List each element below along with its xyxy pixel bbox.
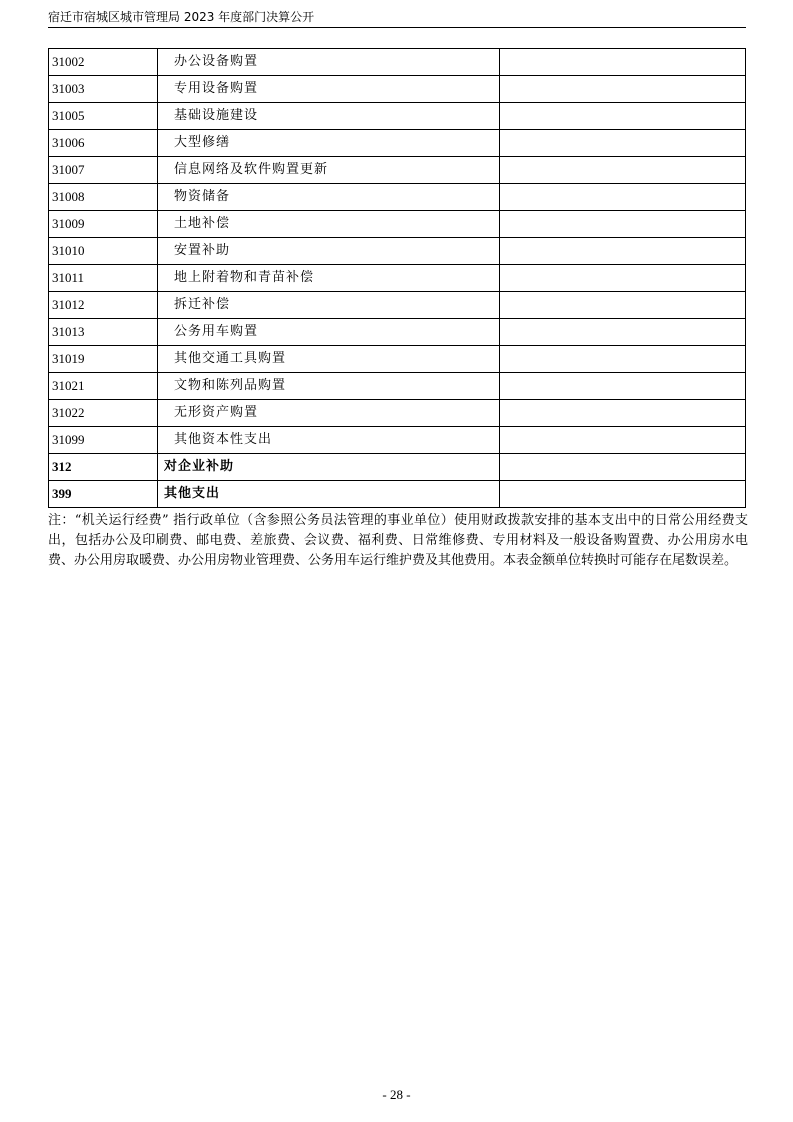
name-cell: 办公设备购置 [158, 49, 500, 76]
name-cell: 拆迁补偿 [158, 292, 500, 319]
code-cell: 399 [49, 481, 158, 508]
name-cell: 专用设备购置 [158, 76, 500, 103]
amount-cell [500, 103, 746, 130]
table-note: 注：“机关运行经费” 指行政单位（含参照公务员法管理的事业单位）使用财政拨款安排的基本支出中的日常公用经费支出，包括办公及印刷费、邮电费、差旅费、会议费、福利费、日常维修费、专用材料及一般设备购置费、办公用房水电费、办公用房取暖费、办公用房物业管理费、公务用车运行维护费及其他费用。本表金额单位转换时可能存在尾数误差。 [48, 513, 748, 568]
code-cell: 31005 [49, 103, 158, 130]
table-row [49, 211, 746, 238]
name-cell: 土地补偿 [158, 211, 500, 238]
code-cell: 31019 [49, 346, 158, 373]
name-cell: 其他资本性支出 [158, 427, 500, 454]
expenditure-table [48, 48, 746, 508]
table-row [49, 427, 746, 454]
table-row [49, 157, 746, 184]
amount-cell [500, 373, 746, 400]
amount-cell [500, 184, 746, 211]
table-row [49, 49, 746, 76]
code-cell: 31021 [49, 373, 158, 400]
name-cell: 其他交通工具购置 [158, 346, 500, 373]
amount-cell [500, 49, 746, 76]
name-cell: 信息网络及软件购置更新 [158, 157, 500, 184]
name-cell: 大型修缮 [158, 130, 500, 157]
amount-cell [500, 76, 746, 103]
table-body [49, 49, 746, 508]
amount-cell [500, 346, 746, 373]
page-header: 宿迁市宿城区城市管理局 2023 年度部门决算公开 [48, 9, 746, 28]
table-row [49, 400, 746, 427]
amount-cell [500, 292, 746, 319]
page-number: - 28 - [382, 1087, 411, 1102]
code-cell: 312 [49, 454, 158, 481]
name-cell: 安置补助 [158, 238, 500, 265]
amount-cell [500, 265, 746, 292]
code-cell: 31002 [49, 49, 158, 76]
code-cell: 31013 [49, 319, 158, 346]
table-row [49, 481, 746, 508]
code-cell: 31006 [49, 130, 158, 157]
code-cell: 31009 [49, 211, 158, 238]
name-cell: 其他支出 [158, 481, 500, 508]
table-row [49, 346, 746, 373]
code-cell: 31022 [49, 400, 158, 427]
name-cell: 地上附着物和青苗补偿 [158, 265, 500, 292]
code-cell: 31011 [49, 265, 158, 292]
code-cell: 31008 [49, 184, 158, 211]
code-cell: 31010 [49, 238, 158, 265]
amount-cell [500, 454, 746, 481]
table-row [49, 130, 746, 157]
amount-cell [500, 481, 746, 508]
table-row [49, 103, 746, 130]
table-row [49, 292, 746, 319]
amount-cell [500, 400, 746, 427]
amount-cell [500, 319, 746, 346]
name-cell: 基础设施建设 [158, 103, 500, 130]
code-cell: 31003 [49, 76, 158, 103]
table-row [49, 184, 746, 211]
table-row [49, 319, 746, 346]
name-cell: 无形资产购置 [158, 400, 500, 427]
name-cell: 公务用车购置 [158, 319, 500, 346]
table-row [49, 373, 746, 400]
table-row [49, 265, 746, 292]
amount-cell [500, 130, 746, 157]
name-cell: 文物和陈列品购置 [158, 373, 500, 400]
amount-cell [500, 211, 746, 238]
table-row [49, 238, 746, 265]
amount-cell [500, 427, 746, 454]
name-cell: 物资储备 [158, 184, 500, 211]
code-cell: 31007 [49, 157, 158, 184]
amount-cell [500, 238, 746, 265]
name-cell: 对企业补助 [158, 454, 500, 481]
table-row [49, 454, 746, 481]
code-cell: 31012 [49, 292, 158, 319]
amount-cell [500, 157, 746, 184]
table-row [49, 76, 746, 103]
code-cell: 31099 [49, 427, 158, 454]
